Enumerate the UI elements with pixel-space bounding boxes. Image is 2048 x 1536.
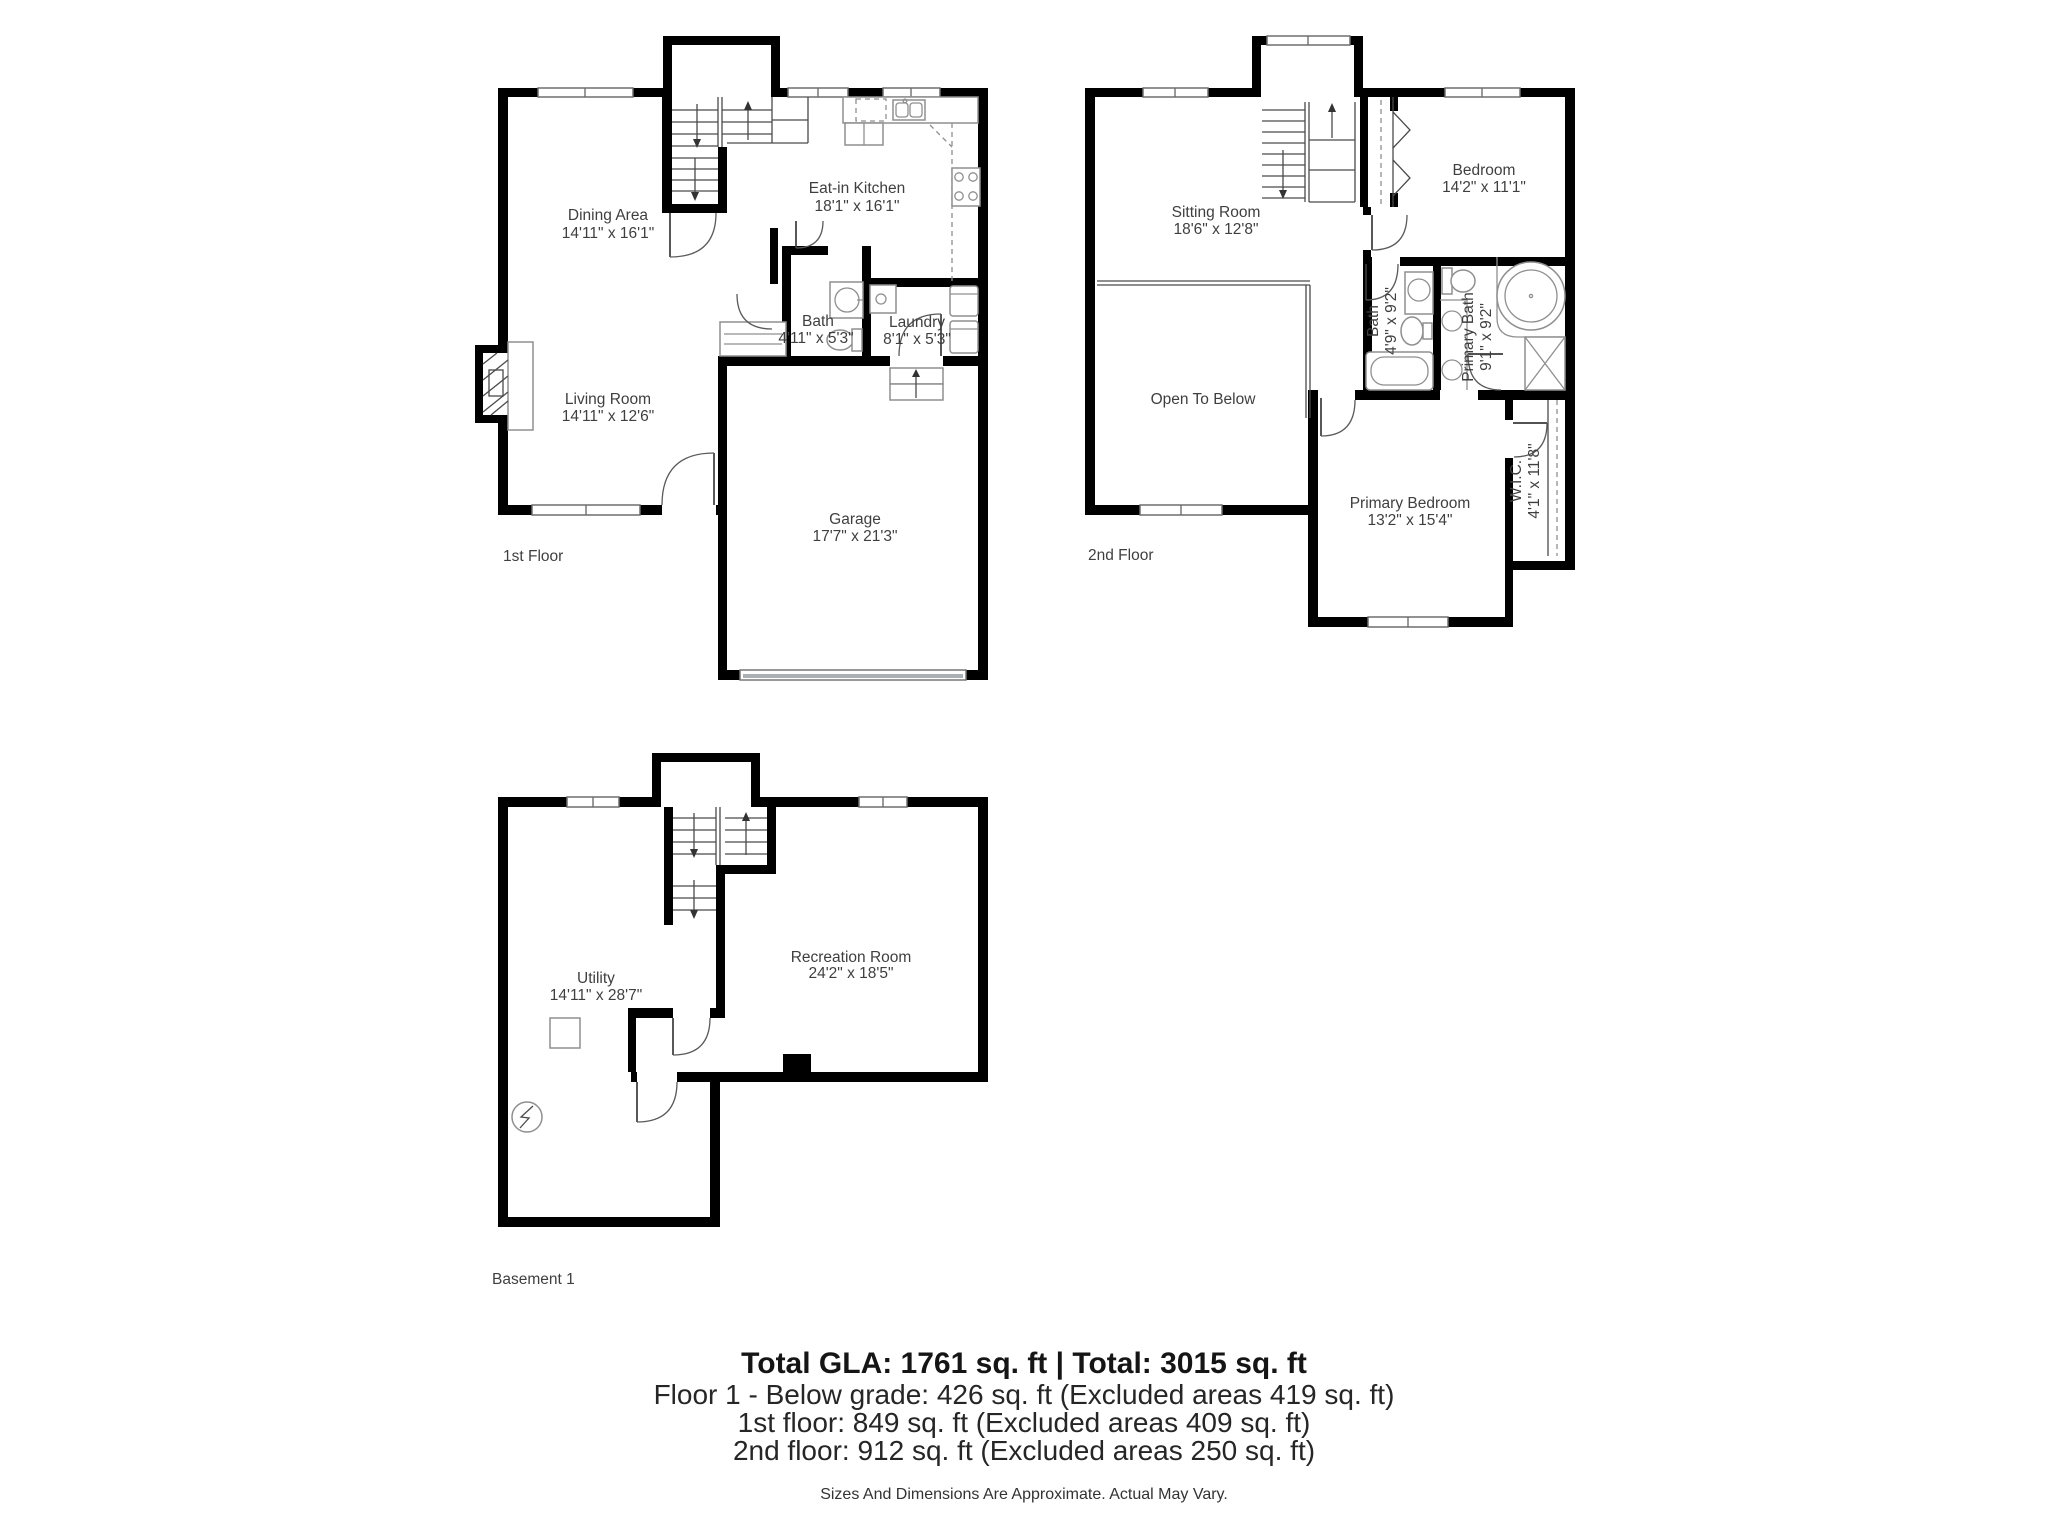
counter-corner bbox=[930, 125, 952, 147]
room-dims-living: 14'11" x 12'6" bbox=[561, 408, 655, 425]
bifold-door-icon bbox=[1393, 112, 1410, 196]
door-swing bbox=[1321, 400, 1355, 436]
room-label-wic: W.I.C. bbox=[1508, 459, 1525, 503]
door-swing bbox=[637, 1082, 677, 1122]
floor3-area-line: 2nd floor: 912 sq. ft (Excluded areas 250 sq. ft) bbox=[732, 1435, 1316, 1466]
staircase bbox=[1262, 102, 1355, 202]
stair-up-arrow-icon bbox=[1328, 103, 1336, 112]
closet-box bbox=[720, 322, 786, 356]
dryer bbox=[950, 321, 978, 353]
garage-door-panel bbox=[743, 674, 963, 678]
fireplace-hatch bbox=[483, 353, 508, 415]
door-swing bbox=[1372, 215, 1407, 250]
vanity-sink bbox=[1442, 311, 1462, 331]
room-label-recreation: Recreation Room bbox=[790, 949, 912, 966]
stair-up-arrow-icon bbox=[742, 812, 750, 821]
washer bbox=[950, 286, 978, 316]
room-label-primary-bedroom: Primary Bedroom bbox=[1349, 495, 1471, 512]
total-gla-title: Total GLA: 1761 sq. ft | Total: 3015 sq. ft bbox=[741, 1347, 1307, 1380]
room-label-kitchen: Eat-in Kitchen bbox=[808, 180, 906, 197]
stair-treads bbox=[1262, 102, 1355, 202]
toilet-tank bbox=[1423, 323, 1432, 339]
room-label-utility: Utility bbox=[577, 970, 615, 987]
laundry-sink bbox=[870, 285, 896, 313]
door-swing bbox=[673, 1018, 710, 1055]
room-dims-bath: 4'11" x 5'3" bbox=[778, 330, 854, 347]
floor1-area-line: Floor 1 - Below grade: 426 sq. ft (Excluded areas 419 sq. ft) bbox=[653, 1379, 1395, 1410]
disclaimer-text: Sizes And Dimensions Are Approximate. Actual May Vary. bbox=[820, 1486, 1228, 1503]
utility-fixtures bbox=[512, 1018, 580, 1132]
bathtub bbox=[1366, 352, 1433, 390]
room-label-primary-bath: Primary Bath bbox=[1460, 292, 1477, 382]
first-floor-plan bbox=[475, 36, 988, 680]
basement-plan bbox=[492, 753, 988, 1288]
water-heater bbox=[550, 1018, 580, 1048]
room-dims-laundry: 8'1" x 5'3" bbox=[883, 331, 951, 348]
room-dims-primary-bedroom: 13'2" x 15'4" bbox=[1367, 512, 1453, 529]
stair-down-arrow-icon bbox=[690, 910, 698, 919]
room-label-open-to-below: Open To Below bbox=[1150, 391, 1256, 408]
floor-title-first: 1st Floor bbox=[503, 548, 564, 565]
stair-down-arrow-icon bbox=[691, 192, 699, 201]
floor2-area-line: 1st floor: 849 sq. ft (Excluded areas 409 sq. ft) bbox=[737, 1407, 1311, 1438]
wic-closet bbox=[1548, 400, 1557, 556]
room-label-bedroom: Bedroom bbox=[1452, 162, 1516, 179]
hall-closet bbox=[720, 322, 786, 356]
room-dims-sitting: 18'6" x 12'8" bbox=[1173, 221, 1259, 238]
stair-up-arrow-icon bbox=[744, 101, 752, 110]
hearth bbox=[508, 342, 533, 430]
bedroom-closet bbox=[1381, 97, 1410, 207]
bath-vanity bbox=[1405, 272, 1433, 314]
room-dims-primary-bath: 9'1" x 9'2" bbox=[1478, 303, 1495, 371]
toilet-bowl bbox=[1401, 317, 1423, 345]
stair-treads bbox=[672, 97, 808, 191]
primary-bath-fixtures bbox=[1440, 257, 1565, 390]
room-dims-bedroom: 14'2" x 11'1" bbox=[1442, 179, 1526, 196]
room-label-dining: Dining Area bbox=[567, 207, 649, 224]
door-swing bbox=[796, 221, 823, 248]
staircase bbox=[672, 97, 808, 201]
walls bbox=[475, 36, 988, 680]
room-label-garage: Garage bbox=[829, 511, 881, 528]
electrical-panel-icon bbox=[512, 1102, 542, 1132]
summary-text bbox=[654, 1347, 1395, 1503]
room-label-living: Living Room bbox=[564, 391, 652, 408]
floor-title-basement: Basement 1 bbox=[492, 1271, 575, 1288]
door-swing bbox=[662, 453, 714, 505]
room-dims-dining: 14'11" x 16'1" bbox=[561, 225, 655, 242]
room-label-sitting: Sitting Room bbox=[1171, 204, 1261, 221]
room-dims-bath2: 4'9" x 9'2" bbox=[1383, 287, 1400, 355]
toilet-bowl bbox=[1451, 270, 1475, 292]
room-dims-utility: 14'11" x 28'7" bbox=[549, 987, 643, 1004]
second-floor-plan bbox=[1085, 36, 1575, 627]
vanity-sink bbox=[1442, 360, 1462, 380]
corner-tub bbox=[1497, 262, 1565, 330]
room-dims-recreation: 24'2" x 18'5" bbox=[808, 965, 894, 982]
door-arcs bbox=[637, 1018, 710, 1122]
room-label-laundry: Laundry bbox=[888, 314, 946, 331]
room-dims-wic: 4'1" x 11'8" bbox=[1526, 443, 1543, 519]
room-dims-kitchen: 18'1" x 16'1" bbox=[814, 198, 900, 215]
room-label-bath: Bath bbox=[802, 313, 834, 330]
room-dims-garage: 17'7" x 21'3" bbox=[812, 528, 898, 545]
room-label-bath2: Bath bbox=[1365, 305, 1382, 337]
floor-title-second: 2nd Floor bbox=[1088, 547, 1154, 564]
door-swing bbox=[670, 213, 716, 257]
